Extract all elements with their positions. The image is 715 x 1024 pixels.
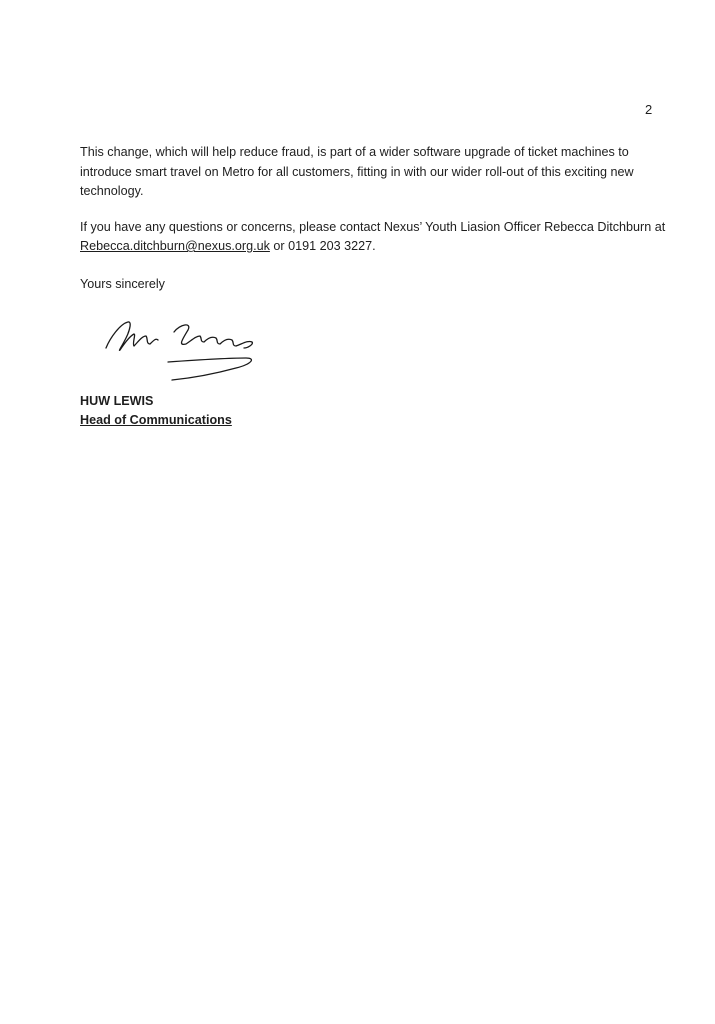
page-number: 2	[645, 102, 653, 117]
signer-name: HUW LEWIS	[80, 394, 154, 408]
contact-phone-text: or 0191 203 3227.	[269, 239, 376, 253]
signoff: Yours sincerely	[80, 276, 165, 291]
letter-body	[80, 143, 680, 294]
handwritten-signature	[96, 310, 276, 390]
contact-text: If you have any questions or concerns, please contact Nexus’ Youth Liasion Officer Rebecca Ditchburn at	[80, 219, 666, 234]
paragraph-contact	[80, 218, 680, 257]
paragraph-fraud-upgrade: This change, which will help reduce fraud, is part of a wider software upgrade of ticket machines to introduce smart travel on Metro for all customers, fitting in with our wider roll-out of this exciting new technology.	[80, 145, 634, 198]
signer-title: Head of Communications	[80, 413, 232, 427]
contact-email-link[interactable]: Rebecca.ditchburn@nexus.org.uk	[80, 239, 270, 253]
